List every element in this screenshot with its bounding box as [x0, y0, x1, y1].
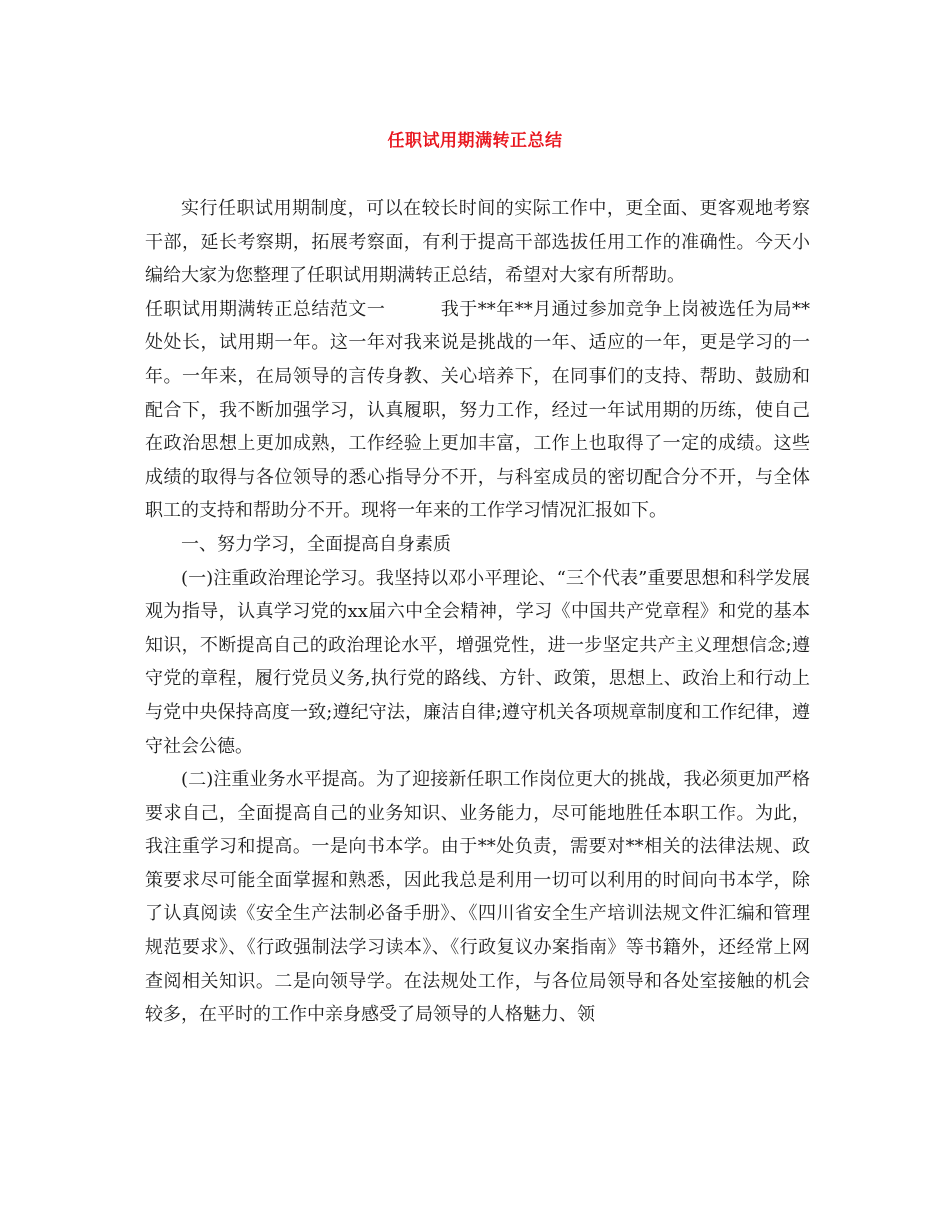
- document-body: [145, 192, 810, 1032]
- section-heading-study: 一、努力学习，全面提高自身素质: [181, 533, 451, 555]
- paragraph-political-theory: (一)注重政治理论学习。我坚持以邓小平理论、“三个代表”重要思想和科学发展观为指导，认真学习党的xx届六中全会精神，学习《中国共产党章程》和党的基本知识，不断提高自己的政治理论水平，增强党性，进一步坚定共产主义理想信念;遵守党的章程，履行党员义务,执行党的路线、方针、政策，思想上、政治上和行动上与党中央保持高度一致;遵纪守法，廉洁自律;遵守机关各项规章制度和工作纪律，遵守社会公德。: [145, 567, 810, 757]
- paragraph-business-skills: (二)注重业务水平提高。为了迎接新任职工作岗位更大的挑战，我必须更加严格要求自己，全面提高自己的业务知识、业务能力，尽可能地胜任本职工作。为此，我注重学习和提高。一是向书本学。由于**处负责，需要对**相关的法律法规、政策要求尽可能全面掌握和熟悉，因此我总是利用一切可以利用的时间向书本学，除了认真阅读《安全生产法制必备手册》、《四川省安全生产培训法规文件汇编和管理规范要求》、《行政强制法学习读本》、《行政复议办案指南》等书籍外，还经常上网查阅相关知识。二是向领导学。在法规处工作，与各位局领导和各处室接触的机会较多，在平时的工作中亲身感受了局领导的人格魅力、领: [145, 769, 810, 1026]
- paragraph-sample-one: 任职试用期满转正总结范文一 我于**年**月通过参加竞争上岗被选任为局**处处长，试用期一年。这一年对我来说是挑战的一年、适应的一年，更是学习的一年。一年来，在局领导的言传身教、关心培养下，在同事们的支持、帮助、鼓励和配合下，我不断加强学习，认真履职，努力工作，经过一年试用期的历练，使自己在政治思想上更加成熟，工作经验上更加丰富，工作上也取得了一定的成绩。这些成绩的取得与各位领导的悉心指导分不开，与科室成员的密切配合分不开，与全体职工的支持和帮助分不开。现将一年来的工作学习情况汇报如下。: [145, 298, 810, 522]
- paragraph-intro: 实行任职试用期制度，可以在较长时间的实际工作中，更全面、更客观地考察干部，延长考察期，拓展考察面，有利于提高干部选拔任用工作的准确性。今天小编给大家为您整理了任职试用期满转正总结，希望对大家有所帮助。: [145, 198, 810, 287]
- document-title: 任职试用期满转正总结: [387, 131, 563, 151]
